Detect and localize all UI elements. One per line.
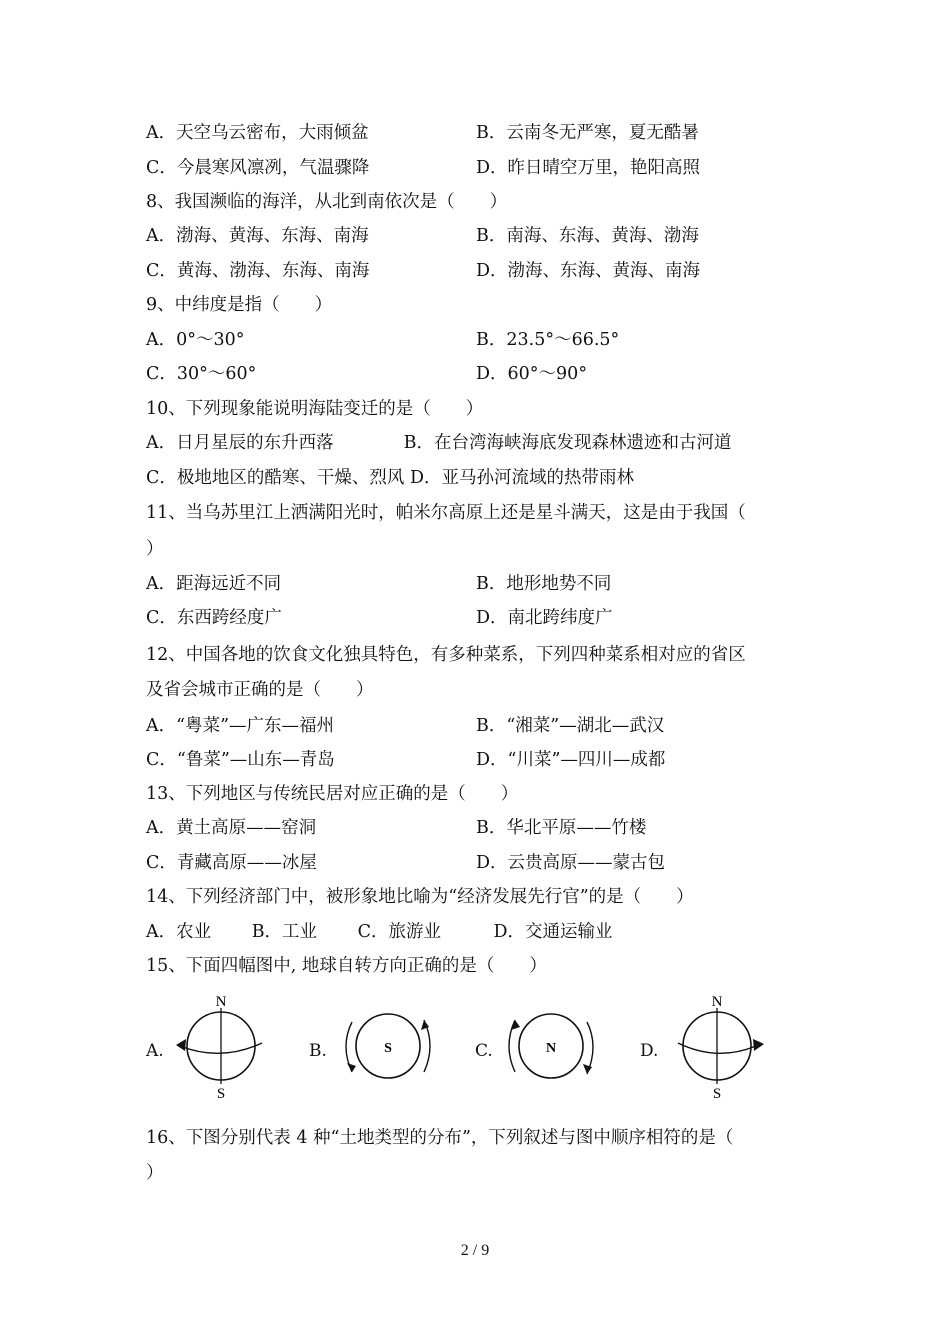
q9-option-d: D．60°～90° (476, 364, 588, 384)
q12-option-b: B．“湘菜”—湖北—武汉 (476, 716, 665, 736)
pole-s-label: S (384, 1041, 392, 1056)
q9-option-c: C．30°～60° (146, 364, 257, 384)
q11-stem-line1: 11、当乌苏里江上洒满阳光时，帕米尔高原上还是星斗满天，这是由于我国（ (146, 503, 746, 523)
q16-stem-line1: 16、下图分别代表 4 种“土地类型的分布”，下列叙述与图中顺序相符的是（ (146, 1128, 734, 1148)
q15-stem: 15、下面四幅图中, 地球自转方向正确的是（ ） (146, 956, 547, 976)
q11-option-d: D．南北跨纬度广 (476, 608, 613, 628)
q8-stem: 8、我国濒临的海洋，从北到南依次是（ ） (146, 192, 508, 212)
q7-option-b: B．云南冬无严寒，夏无酷暑 (476, 123, 699, 143)
rotation-arrow-icon (753, 1039, 764, 1051)
q10-stem: 10、下列现象能说明海陆变迁的是（ ） (146, 399, 484, 419)
q12-option-a: A．“粤菜”—广东—福州 (146, 716, 335, 736)
q11-option-a: A．距海远近不同 (146, 574, 282, 594)
pole-n-label: N (545, 1041, 557, 1056)
page-number: 2 / 9 (460, 1242, 490, 1259)
q8-option-b: B．南海、东海、黄海、渤海 (476, 226, 699, 246)
q12-option-c: C．“鲁菜”—山东—青岛 (146, 750, 335, 770)
q12-option-d: D．“川菜”—四川—成都 (476, 750, 666, 770)
q12-stem-line1: 12、中国各地的饮食文化独具特色，有多种菜系，下列四种菜系相对应的省区 (146, 645, 746, 665)
q12-stem-line2: 及省会城市正确的是（ ） (146, 680, 374, 700)
q15-label-b: B. (309, 1041, 327, 1061)
q9-option-b: B．23.5°～66.5° (476, 330, 620, 350)
q14-options: A．农业 B．工业 C．旅游业 D．交通运输业 (146, 922, 613, 942)
q11-option-c: C．东西跨经度广 (146, 608, 282, 628)
q13-option-b: B．华北平原——竹楼 (476, 818, 647, 838)
pole-s-label: S (712, 1086, 722, 1102)
q8-option-c: C．黄海、渤海、东海、南海 (146, 261, 370, 281)
q15-label-c: C. (475, 1041, 493, 1061)
globe-figure-a (170, 990, 270, 1102)
q7-option-d: D．昨日晴空万里，艳阳高照 (476, 158, 701, 178)
q9-stem: 9、中纬度是指（ ） (146, 295, 333, 315)
q8-option-a: A．渤海、黄海、东海、南海 (146, 226, 369, 246)
q8-option-d: D．渤海、东海、黄海、南海 (476, 261, 701, 281)
q13-option-c: C．青藏高原——冰屋 (146, 853, 317, 873)
pole-n-label: N (215, 994, 227, 1010)
q15-label-a: A. (146, 1041, 164, 1061)
q7-option-c: C．今晨寒风凛冽，气温骤降 (146, 158, 370, 178)
q9-option-a: A．0°～30° (146, 330, 245, 350)
q10-options-cd: C．极地地区的酷寒、干燥、烈风 D．亚马孙河流域的热带雨林 (146, 468, 634, 488)
q13-option-a: A．黄土高原——窑洞 (146, 818, 317, 838)
q15-label-d: D. (640, 1041, 659, 1061)
q14-stem: 14、下列经济部门中，被形象地比喻为“经济发展先行官”的是（ ） (146, 887, 694, 907)
rotation-arrow-icon (176, 1039, 186, 1051)
globe-figure-c (500, 990, 602, 1102)
pole-n-label: N (711, 994, 723, 1010)
q16-stem-line2: ） (146, 1163, 164, 1183)
q11-stem-line2: ） (146, 539, 164, 559)
pole-s-label: S (216, 1086, 226, 1102)
q10-options-ab: A．日月星辰的东升西落 B．在台湾海峡海底发现森林遗迹和古河道 (146, 433, 732, 453)
globe-figure-b (337, 990, 439, 1102)
arrow-down-icon (347, 1063, 356, 1072)
q7-option-a: A．天空乌云密布，大雨倾盆 (146, 123, 369, 143)
globe-figure-d (666, 990, 770, 1102)
q13-stem: 13、下列地区与传统民居对应正确的是（ ） (146, 784, 519, 804)
q11-option-b: B．地形地势不同 (476, 574, 612, 594)
q13-option-d: D．云贵高原——蒙古包 (476, 853, 666, 873)
